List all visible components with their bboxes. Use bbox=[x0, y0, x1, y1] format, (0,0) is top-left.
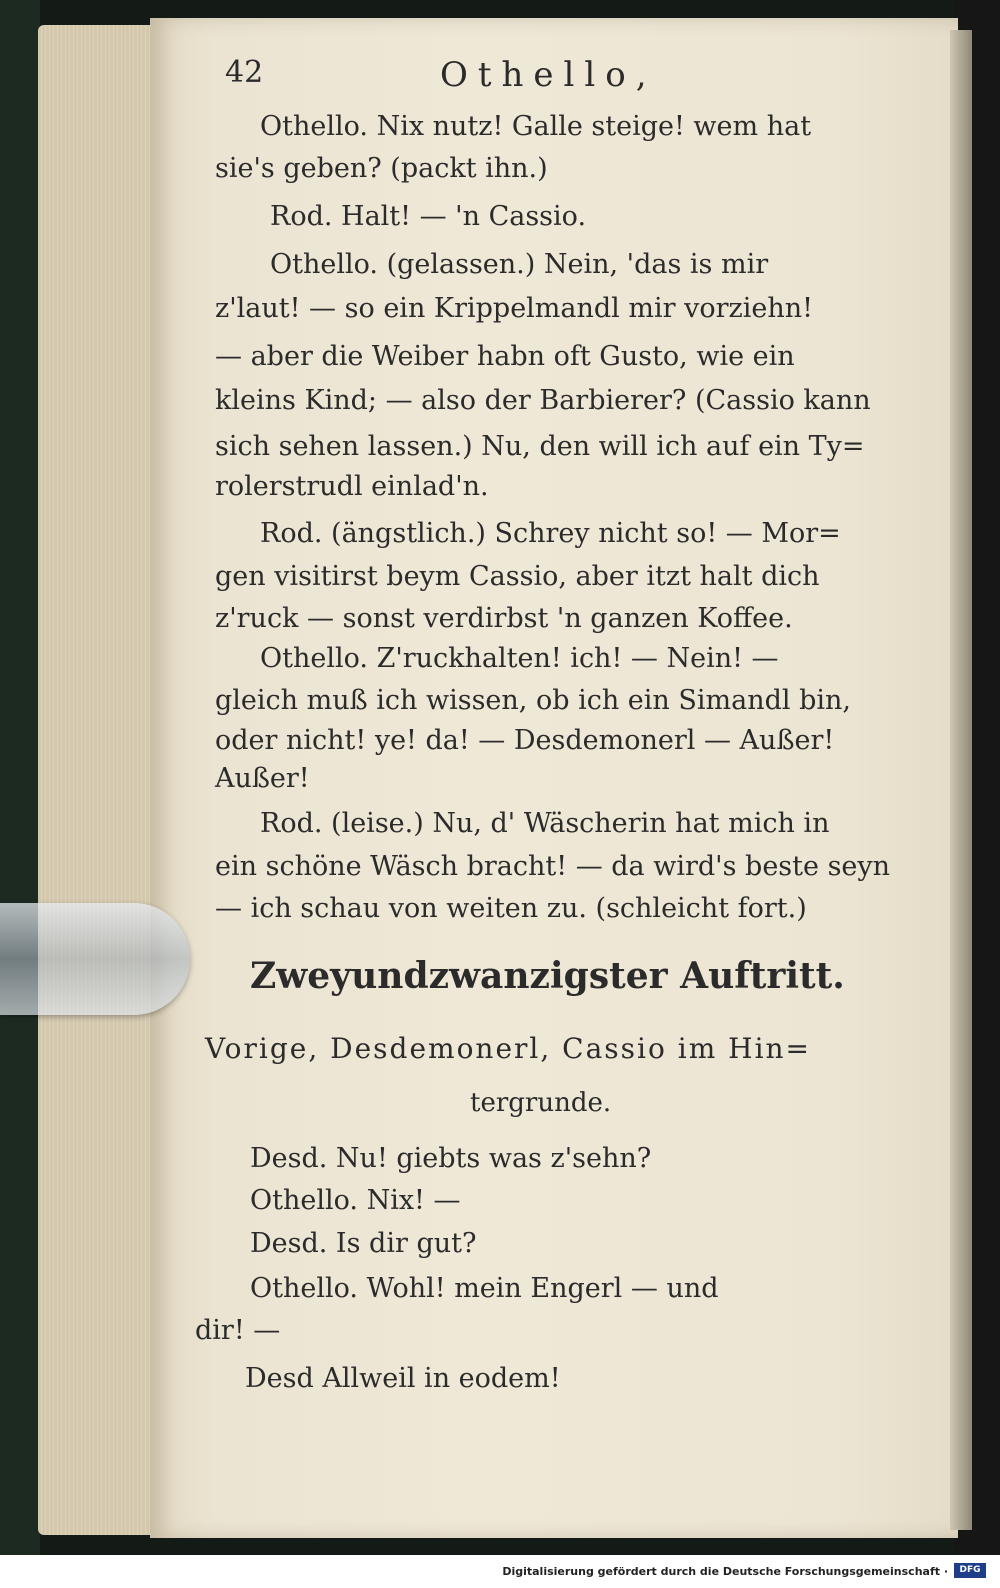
footer-credit: Digitalisierung gefördert durch die Deutsche Forschungsgemeinschaft · bbox=[502, 1565, 948, 1578]
text-line: Außer! bbox=[215, 763, 310, 794]
facing-page-edge bbox=[950, 30, 972, 1530]
text-line: gleich muß ich wissen, ob ich ein Simandl bin, bbox=[215, 685, 852, 716]
text-line: Othello. Z'ruckhalten! ich! — Nein! — bbox=[260, 643, 779, 674]
plastic-page-clip bbox=[0, 903, 190, 1015]
text-line: — ich schau von weiten zu. (schleicht fort.) bbox=[215, 893, 807, 924]
running-head: Othello, bbox=[440, 55, 657, 95]
text-line: Desd. Nu! giebts was z'sehn? bbox=[250, 1143, 652, 1174]
text-line: sich sehen lassen.) Nu, den will ich auf ein Ty= bbox=[215, 431, 865, 462]
background-left bbox=[0, 0, 40, 1588]
dfg-logo: DFG bbox=[954, 1563, 986, 1578]
scene-cast: Vorige, Desdemonerl, Cassio im Hin= bbox=[205, 1032, 812, 1065]
text-line: — aber die Weiber habn oft Gusto, wie ein bbox=[215, 341, 795, 372]
text-line: kleins Kind; — also der Barbierer? (Cassio kann bbox=[215, 385, 871, 416]
text-line: Othello. (gelassen.) Nein, 'das is mir bbox=[270, 249, 769, 280]
text-line: Desd. Is dir gut? bbox=[250, 1228, 477, 1259]
text-line: Desd Allweil in eodem! bbox=[245, 1363, 561, 1394]
text-line: oder nicht! ye! da! — Desdemonerl — Außer! bbox=[215, 725, 835, 756]
text-line: Rod. Halt! — 'n Cassio. bbox=[270, 201, 587, 232]
page-number: 42 bbox=[225, 55, 264, 90]
text-line: Othello. Wohl! mein Engerl — und bbox=[250, 1273, 719, 1304]
text-line: Rod. (ängstlich.) Schrey nicht so! — Mor= bbox=[260, 518, 841, 549]
text-line: gen visitirst beym Cassio, aber itzt halt dich bbox=[215, 561, 820, 592]
text-line: Othello. Nix nutz! Galle steige! wem hat bbox=[260, 111, 812, 142]
scene-title: Zweyundzwanzigster Auftritt. bbox=[250, 955, 845, 997]
text-line: dir! — bbox=[195, 1315, 281, 1346]
text-line: Othello. Nix! — bbox=[250, 1185, 461, 1216]
scene-cast-continued: tergrunde. bbox=[470, 1088, 612, 1118]
book-page-edges bbox=[38, 25, 158, 1535]
text-line: z'laut! — so ein Krippelmandl mir vorziehn! bbox=[215, 293, 814, 324]
text-line: ein schöne Wäsch bracht! — da wird's beste seyn bbox=[215, 851, 891, 882]
text-line: Rod. (leise.) Nu, d' Wäscherin hat mich in bbox=[260, 808, 830, 839]
text-line: sie's geben? (packt ihn.) bbox=[215, 153, 548, 184]
text-line: rolerstrudl einlad'n. bbox=[215, 471, 489, 502]
text-line: z'ruck — sonst verdirbst 'n ganzen Koffee. bbox=[215, 603, 793, 634]
